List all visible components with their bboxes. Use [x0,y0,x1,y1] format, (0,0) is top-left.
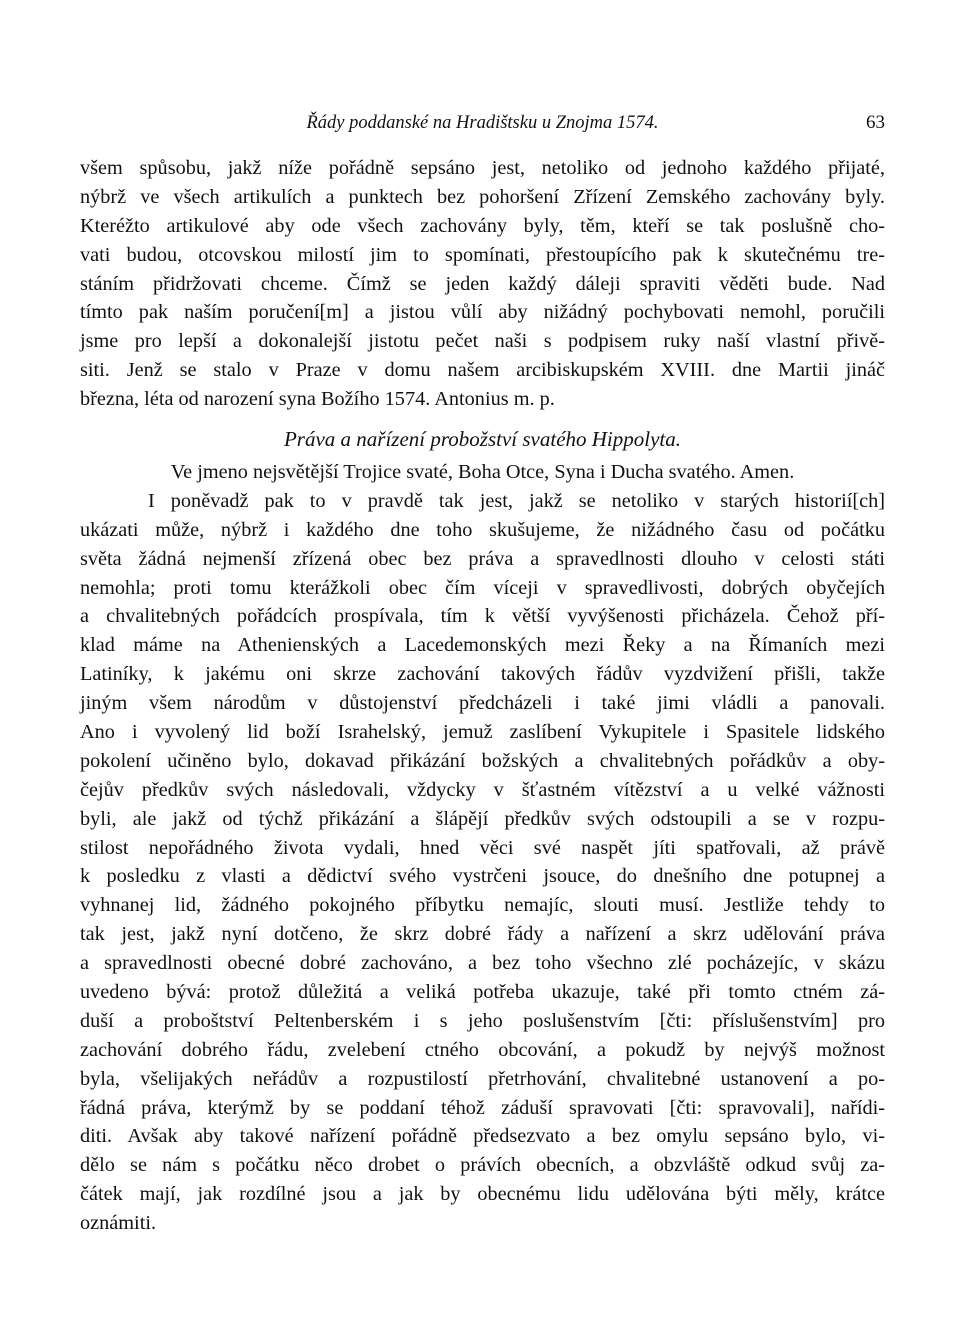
text-line: Ano i vyvolený lid boží Israhelský, jemuž zaslíbení Vykupitele i Spasitele lidského [80,721,885,744]
paragraph-decree-ending [80,154,885,414]
text-line: stáním přidržovati chceme. Čímž se jeden každý dáleji spraviti věděti bude. Nad [80,272,885,295]
text-line: diti. Avšak aby takové nařízení pořádně předsezvato a bez omylu sepsáno bylo, vi- [80,1125,885,1148]
page-number: 63 [866,112,885,133]
text-line: a spravedlnosti obecné dobré zachováno, a bez toho všechno zlé pocházejíc, v skázu [80,952,885,975]
section-heading: Práva a nařízení probožství svatého Hippolyta. [283,427,682,451]
text-line: jsme pro lepší a dokonalejší jistotu pečet naši s podpisem ruky naší vlastní přivě- [80,330,885,353]
text-line: zachování dobrého řádu, zvelebení ctného obcování, a pokudž by nejvýš možnost [80,1038,885,1061]
text-line: světa žádná nejmenší zřízená obec bez práva a spravedlnosti dlouho v celosti státi [80,547,885,570]
text-line: řádná práva, kterýmž by se poddaní téhož záduší spravovati [čti: spravovali], nařídi- [80,1096,885,1119]
invocation-line: Ve jmeno nejsvětější Trojice svaté, Boha Otce, Syna i Ducha svatého. Amen. [170,461,795,483]
text-line: a chvalitebných pořádcích prospívala, tím k větší vyvýšenosti přicházela. Čehož pří- [80,605,885,628]
running-header [80,108,885,138]
text-line: uvedeno bývá: protož důležitá a veliká potřeba ukazuje, také při tomto ctném zá- [80,981,885,1004]
paragraph-hippolyt-rights [80,458,885,1238]
text-line: siti. Jenž se stalo v Praze v domu našem arcibiskupském XVIII. dne Martii jináč [80,359,885,382]
text-line: nýbrž ve všech artikulích a punktech bez pohoršení Zřízení Zemského zachovány byly. [80,185,885,208]
text-line: pokolení učiněno bylo, dokavad přikázání božských a chvalitebných pořádkův a oby- [80,749,885,772]
text-line: vati budou, otcovskou milostí jim to spomínati, přestoupícího pak k skutečnému tre- [80,243,885,266]
text-line: tak jest, jakž nyní dotčeno, že skrz dobré řády a nařízení a skrz udělování práva [80,923,885,946]
text-line: března, léta od narození syna Božího 1574. Antonius m. p. [80,388,555,411]
text-line: duší a proboštství Peltenberském i s jeho poslušenstvím [čti: příslušenstvím] pro [80,1009,885,1032]
text-line: k posledku z vlasti a dědictví svého vystrčeni jsouce, do dnešního dne potupnej a [80,865,885,888]
running-title: Řády poddanské na Hradištsku u Znojma 1574. [306,113,659,133]
text-line: stilost nepořádného života vydali, hned věci své naspět jíti spatřovali, až právě [80,836,885,859]
text-line: Kteréžto artikulové aby ode všech zachovány byly, těm, kteří se tak poslušně cho- [80,214,885,237]
text-line: nemohla; proti tomu kterážkoli obec čím víceji v spravedlivosti, dobrých obyčejích [80,576,885,599]
text-line: všem spůsobu, jakž níže pořádně sepsáno jest, netoliko od jednoho každého přijaté, [80,157,885,179]
text-line: čátek mají, jak rozdílné jsou a jak by obecnému lidu udělována býti měly, krátce [80,1183,885,1206]
text-line: čejův předkův svých následovali, vždycky v šťastném vítězství a u velké vážnosti [80,778,885,801]
text-line: tímto pak naším poručení[m] a jistou vůlí aby nižádný pochybovati nemohl, poručili [80,301,885,324]
text-line: byla, všelijakých neřádův a rozpustilostí přetrhování, chvalitebné ustanovení a po- [80,1067,885,1090]
text-line: ukázati může, nýbrž i každého dne toho skušujeme, že nižádného času od počátku [80,518,885,541]
text-line: oznámiti. [80,1212,157,1235]
text-line: Latiníky, k jakému oni skrze zachování takových řádův vyzdvižení přišli, takže [80,663,885,686]
text-line: jiným všem národům v důstojenství předcházeli i také jimi vládli a panovali. [80,692,885,715]
text-line: dělo se nám s počátku něco drobet o právích obecních, a obzvláště odkud svůj za- [80,1154,885,1177]
text-line: vyhnanej lid, žádného pokojného příbytku nemajíc, slouti musí. Jestliže tehdy to [80,894,885,917]
text-line: byli, ale jakž od týchž přikázání a šlápějí předkův svých odstoupili a se v rozpu- [80,807,885,830]
text-line: klad máme na Athenienských a Lacedemonských mezi Řeky a na Římaních mezi [80,634,885,657]
text-line: I poněvadž pak to v pravdě tak jest, jakž se netoliko v starých historií[ch] [148,489,885,512]
